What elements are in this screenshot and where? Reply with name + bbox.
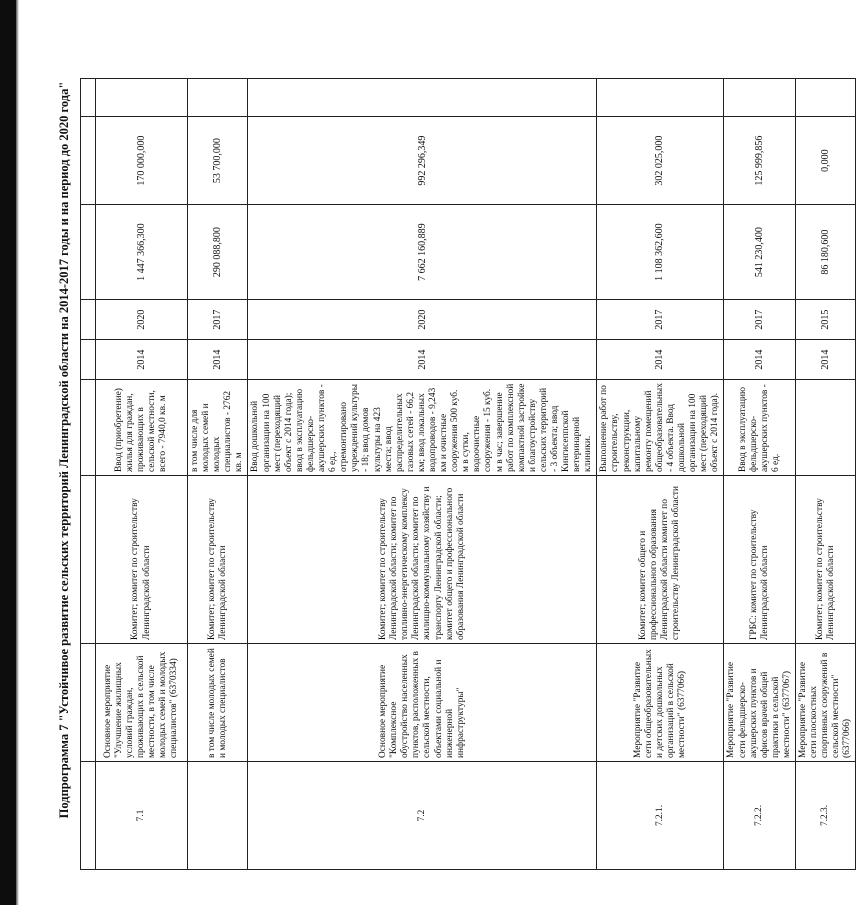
row-result: в том числе для молодых семей и молодых специалистов - 2762 кв. м	[188, 380, 248, 476]
row-start-year: 2014	[795, 340, 855, 380]
row-result: Ввод (приобретение) жилья для граждан, проживающих в сельской местности, всего - 7940,0 кв. м	[96, 380, 188, 476]
header-cell	[81, 117, 96, 205]
row-end-year: 2020	[248, 300, 597, 340]
row-empty-cell	[248, 79, 597, 117]
row-first-year-amount: 992 296,349	[248, 117, 597, 205]
row-empty-cell	[597, 79, 724, 117]
document-title: Подпрограмма 7 "Устойчивое развитие сельских территорий Ленинградской области на 2014-2017 годы и на период до 2020 года"	[57, 81, 71, 819]
row-first-year-amount: 125 999,856	[724, 117, 796, 205]
row-first-year-amount: 170 000,000	[96, 117, 188, 205]
row-name: Основное мероприятие "Улучшение жилищных условий граждан, проживающих в сельской местности, в том числе молодых семей и молодых специалистов" (6370334)	[96, 644, 188, 762]
row-number: 7.1	[96, 762, 188, 870]
row-number	[188, 762, 248, 870]
row-end-year: 2017	[188, 300, 248, 340]
row-result	[795, 380, 855, 476]
table-row	[248, 79, 597, 870]
row-empty-cell	[188, 79, 248, 117]
row-total-amount: 7 662 160,889	[248, 205, 597, 300]
row-number: 7.2	[248, 762, 597, 870]
row-number: 7.2.3.	[795, 762, 855, 870]
row-number: 7.2.2.	[724, 762, 796, 870]
row-total-amount: 290 088,800	[188, 205, 248, 300]
row-result: Ввод дошкольной организации на 100 мест (переходящий объект с 2014 года); ввод в эксплуатацию фельдшерско-акушерских пунктов - 6 ед., отремонтировано учреждений культуры - 18; ввод домов культуры на 423 места; ввод распределительных газовых сетей - 66,2 км; ввод локальных водопроводов - 9,243 км и очистные сооружения 500 куб. м в сутки, водоочистные сооружения - 15 куб. м в час; завершение работ по комплексной компактной застройке и благоустройству сельских территорий - 3 объекта; ввод Кингисеппской ветеринарной клиники.	[248, 380, 597, 476]
row-start-year: 2014	[248, 340, 597, 380]
row-first-year-amount: 53 700,000	[188, 117, 248, 205]
table-row	[96, 79, 188, 870]
row-end-year: 2017	[597, 300, 724, 340]
row-empty-cell	[795, 79, 855, 117]
row-end-year: 2020	[96, 300, 188, 340]
row-name: Основное мероприятие "Комплексное обустройство населенных пунктов, расположенных в сельской местности, объектами социальной и инженерной инфраструктуры"	[248, 644, 597, 762]
row-total-amount: 1 447 366,300	[96, 205, 188, 300]
row-total-amount: 541 230,400	[724, 205, 796, 300]
header-cell	[81, 476, 96, 644]
header-cell	[81, 380, 96, 476]
header-cell	[81, 340, 96, 380]
row-end-year: 2015	[795, 300, 855, 340]
row-result: Ввод в эксплуатацию фельдшерско-акушерских пунктов - 6 ед.	[724, 380, 796, 476]
row-executor: Комитет; комитет по строительству Ленинградской области	[795, 476, 855, 644]
row-end-year: 2017	[724, 300, 796, 340]
row-total-amount: 1 108 362,600	[597, 205, 724, 300]
row-first-year-amount: 0,000	[795, 117, 855, 205]
header-cell	[81, 205, 96, 300]
row-result: Выполнение работ по строительству, реконструкции, капитальному ремонту помещений общеобразовательных - 4 объекта. Ввод дошкольной организации на 100 мест (переходящий объект с 2014 года).	[597, 380, 724, 476]
row-start-year: 2014	[724, 340, 796, 380]
row-name: Мероприятие "Развитие сети фельдшерско-акушерских пунктов и офисов врачей общей практики в сельской местности" (6377067)	[724, 644, 796, 762]
header-cell	[81, 644, 96, 762]
row-start-year: 2014	[188, 340, 248, 380]
row-executor: Комитет; комитет по строительству Ленинградской области	[188, 476, 248, 644]
row-first-year-amount: 302 025,000	[597, 117, 724, 205]
row-name: в том числе молодых семей и молодых специалистов	[188, 644, 248, 762]
row-executor: Комитет; комитет по строительству Ленинградской области	[96, 476, 188, 644]
row-executor: Комитет; комитет общего и профессионального образования Ленинградской области комитет по строительству Ленинградской области	[597, 476, 724, 644]
row-executor: ГРБС: комитет по строительству Ленинградской области	[724, 476, 796, 644]
program-table	[80, 78, 856, 870]
row-name: Мероприятие "Развитие сети общеобразовательных и детских дошкольных организаций в сельской местности" (6377066)	[597, 644, 724, 762]
row-start-year: 2014	[96, 340, 188, 380]
row-start-year: 2014	[597, 340, 724, 380]
row-total-amount: 86 180,600	[795, 205, 855, 300]
table-row	[597, 79, 724, 870]
header-cell	[81, 300, 96, 340]
rotated-document-page	[50, 30, 853, 870]
row-executor: Комитет; комитет по строительству Ленинградской области; комитет по топливно-энергетическому комплексу Ленинградской области; комитет по жилищно-коммунальному хозяйству и транспорту Ленинградской области; комитет общего и профессионального образования Ленинградской области	[248, 476, 597, 644]
table-row	[795, 79, 855, 870]
table-row	[724, 79, 796, 870]
header-strip-row	[81, 79, 96, 870]
scan-dark-edge	[0, 0, 16, 905]
header-cell	[81, 79, 96, 117]
row-empty-cell	[96, 79, 188, 117]
row-name: Мероприятие "Развитие сети плоскостных спортивных сооружений в сельской местности" (6377066)	[795, 644, 855, 762]
table-row	[188, 79, 248, 870]
row-number: 7.2.1.	[597, 762, 724, 870]
header-cell	[81, 762, 96, 870]
row-empty-cell	[724, 79, 796, 117]
